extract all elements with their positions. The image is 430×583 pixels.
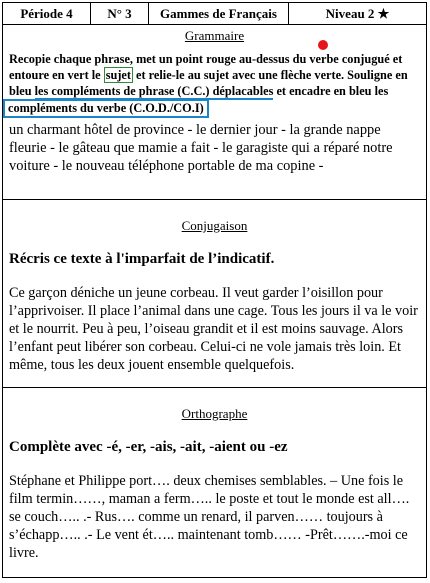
instr-part1: Recopie chaque phrase, met un point rouge au-dessus du verbe conjugué et entoure en vert le <box>9 52 403 82</box>
instr-part2: et relie-le au sujet avec une flèche verte. Souligne en bleu <box>9 68 408 98</box>
conjugaison-text: Ce garçon déniche un jeune corbeau. Il veut garder l’oisillon pour l’apprivoiser. Il place l’animal dans une cage. Tous les jours il va le voir et le nourrit. Peu à peu, l’oiseau grandit et il est moins sauvage. Alors l’enfant peut libérer son corbeau. Celui-ci ne vole jamais très loin. Et même, tous les deux jouent ensemble quelquefois. <box>9 285 418 373</box>
cc-underlined-text: les compléments de phrase (C.C.) déplacables <box>34 84 274 98</box>
worksheet <box>2 2 427 578</box>
grammaire-section <box>3 24 426 200</box>
number-cell: N° 3 <box>91 3 149 24</box>
sujet-boxed-word: sujet <box>105 68 131 82</box>
conjugaison-title: Conjugaison <box>181 218 248 233</box>
orthographe-title: Orthographe <box>181 406 248 421</box>
conjugaison-instruction: Récris ce texte à l'imparfait de l’indicatif. <box>9 251 275 267</box>
title-cell: Gammes de Français <box>149 3 289 24</box>
grammaire-instruction <box>9 51 420 118</box>
orthographe-text: Stéphane et Philippe port…. deux chemises semblables. – Une fois le film termin……, maman a ferm….. le poste et tout le monde est all…. se couch….. .- Rus…. comme un renard, il parven…… toujours à s’échapp….. .- Le vent ét….. maintenant tomb…… -Prêt…….-moi ce livre. <box>9 473 410 561</box>
level-cell: Niveau 2 ★ <box>325 5 390 21</box>
orthographe-section <box>3 388 426 578</box>
cod-boxed-text: compléments du verbe (C.O.D./CO.I) <box>3 99 209 118</box>
period-cell: Période 4 <box>3 3 91 24</box>
instr-part3: et encadre en bleu les <box>273 84 389 98</box>
grammaire-title: Grammaire <box>184 28 245 43</box>
grammaire-text: un charmant hôtel de province - le dernier jour - la grande nappe fleurie - le gâteau que mamie a fait - le garagiste qui a réparé notre voiture - le nouveau téléphone portable de ma copine - <box>9 122 393 174</box>
red-dot-icon <box>318 40 328 50</box>
header-row <box>3 3 426 25</box>
orthographe-instruction: Complète avec -é, -er, -ais, -ait, -aient ou -ez <box>9 439 288 455</box>
conjugaison-section <box>3 200 426 388</box>
